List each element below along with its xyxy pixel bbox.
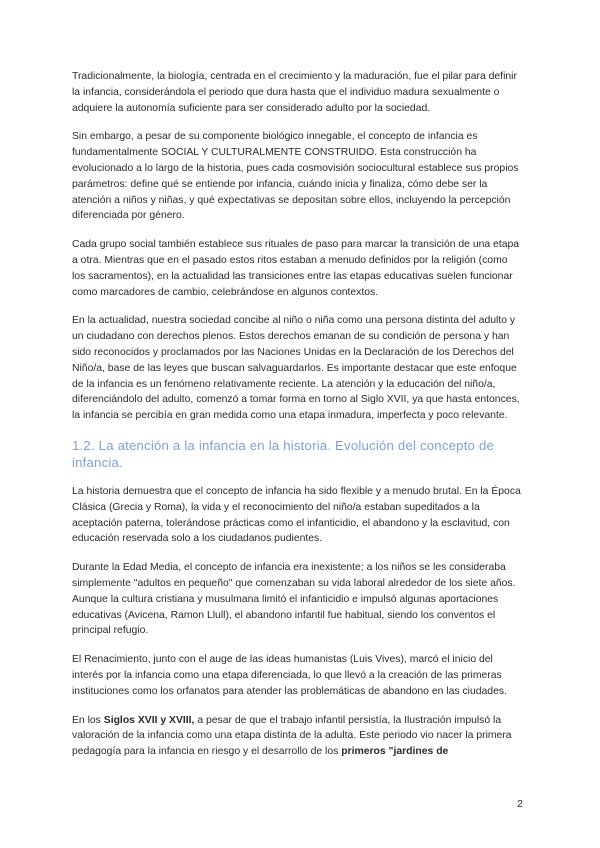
section-heading: 1.2. La atención a la infancia en la historia. Evolución del concepto de infancia. [72,437,495,471]
paragraph: La historia demuestra que el concepto de infancia ha sido flexible y a menudo brutal. En la Época Clásica (Grecia y Roma), la vida y el reconocimiento del niño/a estaban supeditados a la aceptación paterna, tolerándose prácticas como el infanticidio, el abandono y la esclavitud, con educación reservada solo a los ciudadanos pudientes. [72,485,521,545]
bold-run: primeros "jardines de [341,746,449,758]
text-run: a pesar de que el trabajo infantil persistía, la Ilustración impulsó la valoración de la infancia como una etapa distinta de la adulta. Este periodo vio nacer la primera pedagogía para la infancia en riesgo y el desarrollo de los [72,714,512,758]
bold-run: Siglos XVII y XVIII, [103,714,195,726]
text-run: En los [72,714,104,726]
paragraph: Sin embargo, a pesar de su componente biológico innegable, el concepto de infancia es fundamentalmente SOCIAL Y CULTURALMENTE CONSTRUIDO. Esta construcción ha evolucionado a lo largo de la historia, pues cada cosmovisión sociocultural establece sus propios parámetros: define qué se entiende por infancia, cuándo inicia y finaliza, cómo debe ser la atención a niños y niñas, y qué expectativas se depositan sobre ellos, incluyendo la percepción diferenciada por género. [72,131,519,222]
paragraph: Durante la Edad Media, el concepto de infancia era inexistente; a los niños se les consideraba simplemente "adultos en pequeño" que comenzaban su vida laboral alrededor de los siete años. Aunque la cultura cristiana y musulmana limitó el infanticidio e impulsó algunas aportaciones educativas (Avicena, Ramon Llull), el abandono infantil fue habitual, siendo los conventos el principal refugio. [72,562,516,637]
page-content [72,69,522,773]
page-number: 2 [517,798,523,810]
paragraph-last [72,713,522,760]
paragraph: En la actualidad, nuestra sociedad concibe al niño o niña como una persona distinta del adulto y un ciudadano con derechos plenos. Estos derechos emanan de su condición de persona y han sido reconocidos y proclamados por las Naciones Unidas en la Declaración de los Derechos del Niño/a, base de las leyes que buscan salvaguardarlos. Es importante destacar que este enfoque de la infancia es un fenómeno relativamente reciente. La atención y la educación del niño/a, diferenciándolo del adulto, comenzó a tomar forma en torno al Siglo XVII, ya que hasta entonces, la infancia se percibía en gran medida como una etapa inmadura, imperfecta y poco relevante. [72,315,520,422]
paragraph: El Renacimiento, junto con el auge de las ideas humanistas (Luis Vives), marcó el inicio del interés por la infancia como una etapa diferenciada, lo que llevó a la creación de las primeras instituciones como los orfanatos para atender las problemáticas de abandono en las ciudades. [72,654,507,697]
paragraph: Tradicionalmente, la biología, centrada en el crecimiento y la maduración, fue el pilar para definir la infancia, considerándola el periodo que dura hasta que el individuo madura sexualmente o adquiere la autonomía suficiente para ser considerado adulto por la sociedad. [72,71,517,114]
paragraph: Cada grupo social también establece sus rituales de paso para marcar la transición de una etapa a otra. Mientras que en el pasado estos ritos estaban a menudo definidos por la religión (como los sacramentos), en la actualidad las transiciones entre las etapas educativas suelen funcionar como marcadores de cambio, celebrándose en algunos contextos. [72,239,520,298]
